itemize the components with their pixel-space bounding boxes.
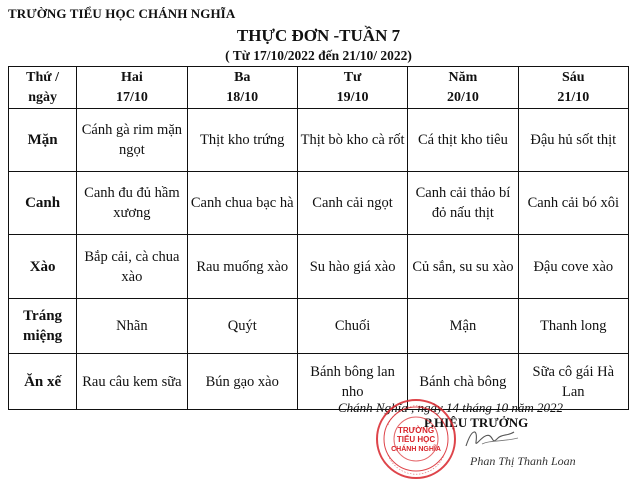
day-name: Tư — [343, 69, 362, 85]
corner-line-2: ngày — [28, 89, 57, 105]
menu-cell: Chuối — [297, 299, 407, 354]
date-range-subtitle: ( Từ 17/10/2022 đến 21/10/ 2022) — [225, 48, 412, 63]
menu-cell: Canh đu đủ hầm xương — [77, 172, 187, 235]
day-header-mon — [77, 67, 187, 109]
menu-cell: Sữa cô gái Hà Lan — [518, 354, 628, 410]
menu-cell: Thịt kho trứng — [187, 109, 297, 172]
menu-cell: Rau muống xào — [187, 235, 297, 299]
day-header-tue — [187, 67, 297, 109]
row-label: Ăn xế — [9, 354, 77, 410]
page-title: THỰC ĐƠN -TUẦN 7 — [236, 26, 401, 45]
day-name: Sáu — [562, 69, 585, 85]
school-seal-stamp — [374, 397, 458, 481]
menu-cell: Canh cải bó xôi — [518, 172, 628, 235]
day-name: Năm — [448, 69, 478, 85]
day-date: 19/10 — [336, 89, 369, 105]
signature-mark — [462, 424, 522, 452]
table-row — [9, 172, 629, 235]
menu-cell: Canh cải ngọt — [297, 172, 407, 235]
table-row — [9, 109, 629, 172]
menu-cell: Mận — [408, 299, 518, 354]
table-row — [9, 235, 629, 299]
day-date: 21/10 — [557, 89, 590, 105]
seal-text-line-2: TIỂU HỌC — [396, 435, 436, 444]
menu-cell: Su hào giá xào — [297, 235, 407, 299]
menu-cell: Đậu hủ sốt thịt — [518, 109, 628, 172]
day-date: 20/10 — [446, 89, 479, 105]
row-label: Mặn — [9, 109, 77, 172]
day-date: 18/10 — [226, 89, 259, 105]
menu-cell: Cánh gà rim mặn ngọt — [77, 109, 187, 172]
menu-table — [8, 66, 629, 410]
menu-cell: Nhãn — [77, 299, 187, 354]
school-name: TRƯỜNG TIỂU HỌC CHÁNH NGHĨA — [8, 6, 236, 21]
menu-cell: Rau câu kem sữa — [77, 354, 187, 410]
day-name: Ba — [234, 69, 251, 85]
corner-line-1: Thứ / — [26, 69, 60, 85]
menu-cell: Bánh bông lan nho — [297, 354, 407, 410]
seal-text-line-3: CHÁNH NGHĨA — [391, 446, 441, 453]
day-header-wed — [297, 67, 407, 109]
menu-cell: Củ sắn, su su xào — [408, 235, 518, 299]
seal-text-line-1: TRƯỜNG — [397, 426, 435, 435]
row-label: Xào — [9, 235, 77, 299]
menu-cell: Đậu cove xào — [518, 235, 628, 299]
signer-name: Phan Thị Thanh Loan — [470, 454, 576, 468]
day-date: 17/10 — [115, 89, 148, 105]
menu-cell: Bún gạo xào — [187, 354, 297, 410]
day-header-fri — [518, 67, 628, 109]
signing-date: Chánh Nghĩa , ngày 14 tháng 10 năm 2022 — [338, 400, 563, 415]
menu-cell: Canh chua bạc hà — [187, 172, 297, 235]
corner-header — [9, 67, 77, 109]
menu-cell: Canh cải thảo bí đỏ nấu thịt — [408, 172, 518, 235]
day-header-thu — [408, 67, 518, 109]
menu-cell: Bánh chà bông — [408, 354, 518, 410]
header-row — [9, 67, 629, 109]
day-name: Hai — [121, 69, 143, 85]
menu-cell: Bắp cải, cà chua xào — [77, 235, 187, 299]
menu-cell: Thịt bò kho cà rốt — [297, 109, 407, 172]
table-row — [9, 299, 629, 354]
signer-role: P.HIỆU TRƯỞNG — [424, 415, 529, 430]
row-label: Tráng miệng — [9, 299, 77, 354]
menu-cell: Quýt — [187, 299, 297, 354]
menu-cell: Thanh long — [518, 299, 628, 354]
row-label: Canh — [9, 172, 77, 235]
menu-cell: Cá thịt kho tiêu — [408, 109, 518, 172]
